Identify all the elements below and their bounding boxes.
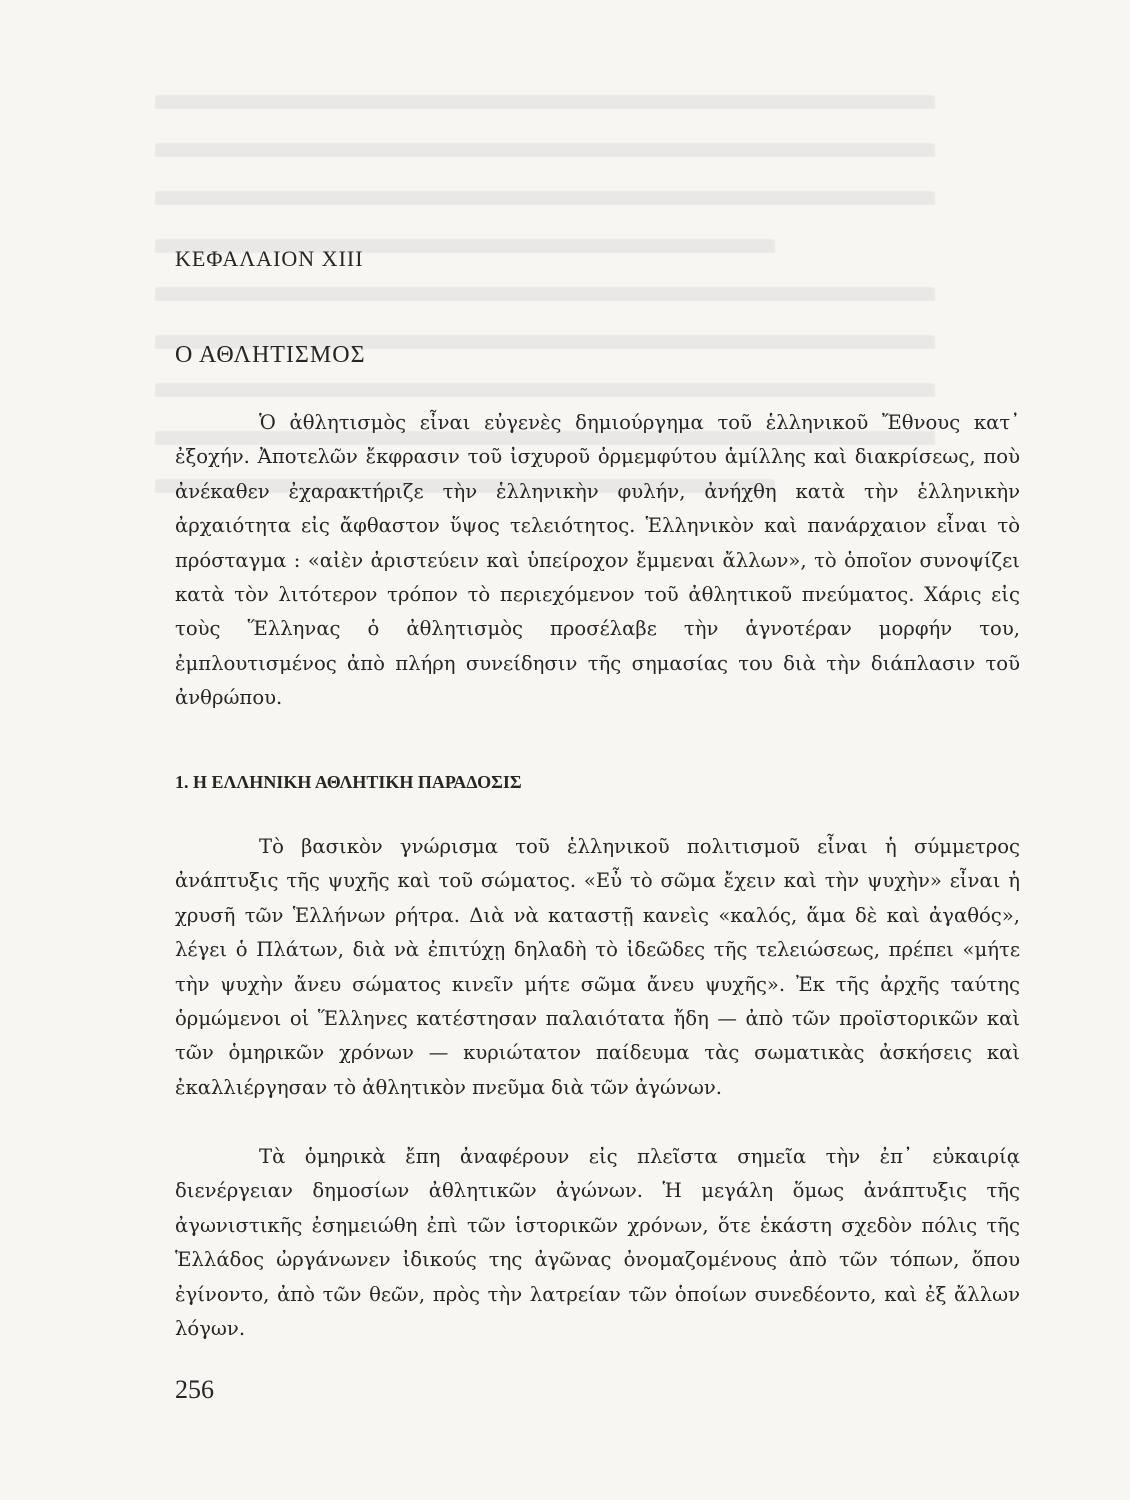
chapter-label: ΚΕΦΑΛΑΙΟΝ XIII: [175, 246, 364, 271]
section-paragraph-2: Τὰ ὁμηρικὰ ἔπη ἀναφέρουν εἰς πλεῖστα σημεῖα τὴν ἐπ᾽ εὐκαιρίᾳ διενέργειαν δημοσίων ἀθλητικῶν ἀγώνων. Ἡ μεγάλη ὅμως ἀνάπτυξις τῆς ἀγωνιστικῆς ἐσημειώθη ἐπὶ τῶν ἱστορικῶν χρόνων, ὅτε ἑκάστη σχεδὸν πόλις τῆς Ἑλλάδος ὠργάνωνεν ἰδικούς της ἀγῶνας ὀνομαζομένους ἀπὸ τῶν τόπων, ὅπου ἐγίνοντο, ἀπὸ τῶν θεῶν, πρὸς τὴν λατρείαν τῶν ὁποίων συνεδέοντο, καὶ ἐξ ἄλλων λόγων.: [175, 1145, 1020, 1341]
chapter-title: Ο ΑΘΛΗΤΙΣΜΟΣ: [175, 342, 366, 368]
section-paragraph-1: Τὸ βασικὸν γνώρισμα τοῦ ἑλληνικοῦ πολιτισμοῦ εἶναι ἡ σύμμετρος ἀνάπτυξις τῆς ψυχῆς καὶ τοῦ σώματος. «Εὖ τὸ σῶμα ἔχειν καὶ τὴν ψυχὴν» εἶναι ἡ χρυσῆ τῶν Ἑλλήνων ρήτρα. Διὰ νὰ καταστῇ κανεὶς «καλός, ἅμα δὲ καὶ ἀγαθός», λέγει ὁ Πλάτων, διὰ νὰ ἐπιτύχῃ δηλαδὴ τὸ ἰδεῶδες τῆς τελειώσεως, πρέπει «μήτε τὴν ψυχὴν ἄνευ σώματος κινεῖν μήτε σῶμα ἄνευ ψυχῆς». Ἐκ τῆς ἀρχῆς ταύτης ὁρμώμενοι οἱ Ἕλληνες κατέστησαν παλαιότατα ἤδη — ἀπὸ τῶν προϊστορικῶν καὶ τῶν ὁμηρικῶν χρόνων — κυριώτατον παίδευμα τὰς σωματικὰς ἀσκήσεις καὶ ἐκαλλιέργησαν τὸ ἀθλητικὸν πνεῦμα διὰ τῶν ἀγώνων.: [175, 835, 1020, 1099]
page-number: 256: [175, 1375, 214, 1404]
intro-paragraph: Ὁ ἀθλητισμὸς εἶναι εὐγενὲς δημιούργημα τοῦ ἑλληνικοῦ Ἔθνους κατ᾽ ἐξοχήν. Ἀποτελῶν ἔκφρασιν τοῦ ἰσχυροῦ ὁρμεμφύτου ἁμίλλης καὶ διακρίσεως, ποὺ ἀνέκαθεν ἐχαρακτήριζε τὴν ἑλληνικὴν φυλήν, ἀνήχθη κατὰ τὴν ἑλληνικὴν ἀρχαιότητα εἰς ἄφθαστον ὕψος τελειότητος. Ἑλληνικὸν καὶ πανάρχαιον εἶναι τὸ πρόσταγμα : «αἰὲν ἀριστεύειν καὶ ὑπείροχον ἔμμεναι ἄλλων», τὸ ὁποῖον συνοψίζει κατὰ τὸν λιτότερον τρόπον τὸ περιεχόμενον τοῦ ἀθλητικοῦ πνεύματος. Χάρις εἰς τοὺς Ἕλληνας ὁ ἀθλητισμὸς προσέλαβε τὴν ἁγνοτέραν μορφήν του, ἐμπλουτισμένος ἀπὸ πλήρη συνείδησιν τῆς σημασίας του διὰ τὴν διάπλασιν τοῦ ἀνθρώπου.: [175, 411, 1020, 710]
section-heading: 1. Η ΕΛΛΗΝΙΚΗ ΑΘΛΗΤΙΚΗ ΠΑΡΑΔΟΣΙΣ: [175, 772, 522, 792]
